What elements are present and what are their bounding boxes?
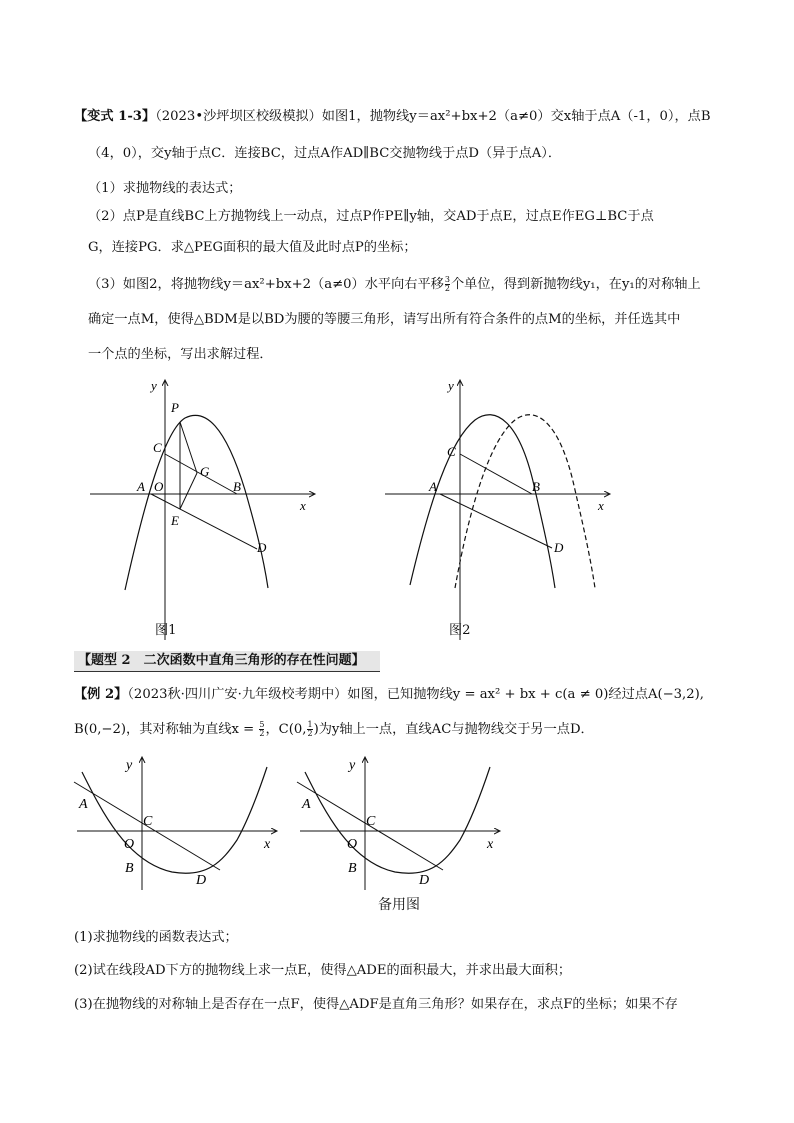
fig1-line-eg — [180, 473, 197, 509]
fig1-parabola — [125, 415, 268, 590]
c-fraction — [307, 721, 312, 738]
fig4-label-a: A — [302, 797, 311, 812]
fig3-label-b: B — [125, 861, 134, 876]
figure-1 — [85, 370, 325, 645]
question-3a-pre: （3）如图2，将抛物线y＝ax²+bx+2（a≠0）水平向右平移 — [88, 277, 444, 292]
fig2-caption: 图2 — [449, 623, 471, 638]
example-tag: 【例 2】 — [74, 687, 128, 702]
figure-3 — [72, 752, 282, 892]
fig4-parabola — [305, 767, 490, 873]
c-den: 2 — [307, 729, 313, 738]
shift-den: 2 — [444, 284, 450, 293]
fig2-line-cb — [460, 454, 532, 494]
section-title: 【题型 2 二次函数中直角三角形的存在性问题】 — [74, 651, 380, 672]
fig1-label-a: A — [137, 479, 145, 494]
fig1-label-d: D — [257, 540, 267, 555]
fig3-parabola — [82, 767, 267, 873]
example-line-2-pre: B(0,−2)，其对称轴为直线x = — [74, 722, 259, 737]
example-text-1: （2023秋·四川广安·九年级校考期中）如图，已知抛物线y = ax² + bx + c(a ≠ 0)经过点A(−3,2), — [127, 687, 704, 702]
question-3a — [88, 276, 701, 294]
fig1-line-pg — [180, 422, 197, 473]
fig1-label-c: C — [153, 440, 162, 455]
fig1-line-ad — [151, 494, 257, 549]
shift-num: 3 — [444, 275, 450, 284]
fig4-label-b: B — [348, 861, 357, 876]
fig3-label-y: y — [126, 758, 133, 773]
fig4-label-d: D — [419, 873, 430, 888]
fig1-label-o: O — [154, 479, 164, 494]
question-2a: （2）点P是直线BC上方抛物线上一动点，过点P作PE∥y轴，交AD于点E，过点E作EG⊥BC于点 — [88, 209, 654, 224]
fig1-label-b: B — [233, 479, 241, 494]
fig2-parabola — [410, 415, 555, 588]
fig3-label-a: A — [79, 797, 88, 812]
fig3-label-x: x — [264, 837, 271, 852]
fig3-label-o: O — [124, 837, 135, 852]
example-line-2 — [74, 721, 594, 739]
example-line-1 — [74, 686, 704, 704]
fig3-label-d: D — [196, 873, 207, 888]
axis-num: 5 — [259, 720, 265, 729]
example-question-2: (2)试在线段AD下方的抛物线上求一点E，使得△ADE的面积最大，并求出最大面积； — [74, 963, 572, 978]
example-question-1: (1)求抛物线的函数表达式； — [74, 930, 238, 945]
fig1-label-g: G — [200, 464, 210, 479]
example-line-2-post: )为y轴上一点，直线AC与抛物线交于另一点D． — [313, 722, 594, 737]
fig2-label-y: y — [448, 378, 454, 393]
variant-line-1 — [74, 108, 711, 126]
question-3b: 确定一点M，使得△BDM是以BD为腰的等腰三角形，请写出所有符合条件的点M的坐标，并任选其中 — [88, 312, 681, 327]
question-1: （1）求抛物线的表达式； — [88, 181, 242, 196]
figure-4 — [295, 752, 505, 892]
c-num: 1 — [307, 720, 313, 729]
shift-fraction — [445, 276, 450, 293]
fig1-caption: 图1 — [155, 623, 177, 638]
fig2-label-a: A — [429, 479, 437, 494]
axis-fraction — [259, 721, 264, 738]
fig2-label-d: D — [554, 540, 564, 555]
fig2-label-c: C — [447, 444, 456, 459]
fig2-line-ad — [440, 494, 552, 548]
fig2-label-b: B — [532, 479, 540, 494]
question-3c: 一个点的坐标，写出求解过程． — [88, 347, 273, 362]
fig4-label-y: y — [349, 758, 356, 773]
fig1-label-y: y — [151, 378, 157, 393]
fig4-label-o: O — [347, 837, 358, 852]
question-3a-post: 个单位，得到新抛物线y₁，在y₁的对称轴上 — [450, 277, 701, 292]
variant-line-2: （4，0），交y轴于点C．连接BC，过点A作AD∥BC交抛物线于点D（异于点A）． — [88, 146, 562, 161]
axis-den: 2 — [259, 729, 265, 738]
fig4-caption: 备用图 — [378, 897, 420, 913]
figure-2 — [380, 370, 620, 645]
variant-tag: 【变式 1-3】 — [74, 109, 156, 124]
example-line-2-mid: ，C(0, — [265, 722, 307, 737]
fig1-label-e: E — [171, 513, 179, 528]
example-question-3: (3)在抛物线的对称轴上是否存在一点F，使得△ADF是直角三角形？如果存在，求点F的坐标；如果不存 — [74, 997, 678, 1012]
question-2b: G，连接PG．求△PEG面积的最大值及此时点P的坐标； — [88, 240, 417, 255]
fig2-shifted-parabola — [455, 415, 595, 588]
fig2-label-x: x — [598, 498, 604, 513]
fig1-label-x: x — [300, 498, 306, 513]
fig3-label-c: C — [143, 814, 153, 829]
fig1-label-p: P — [171, 400, 179, 415]
fig4-label-x: x — [487, 837, 494, 852]
fig4-label-c: C — [366, 814, 376, 829]
variant-text-1: （2023•沙坪坝区校级模拟）如图1，抛物线y＝ax²+bx+2（a≠0）交x轴于点A（-1，0），点B — [155, 109, 711, 124]
